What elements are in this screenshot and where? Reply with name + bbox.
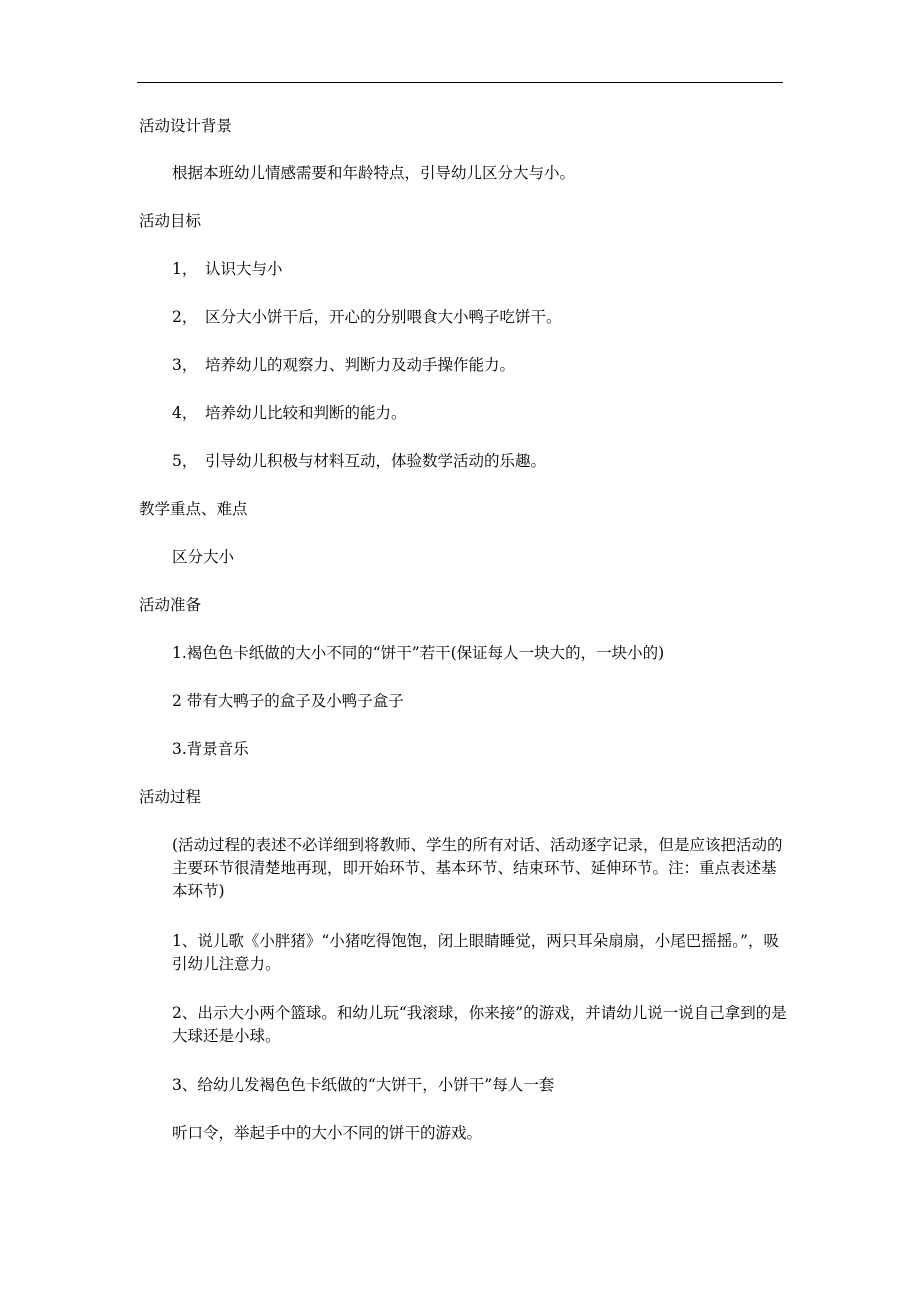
goal-text: 认识大与小	[205, 260, 283, 278]
goal-item	[172, 354, 822, 377]
goal-item	[172, 258, 822, 281]
prep-item: 2 带有大鸭子的盒子及小鸭子盒子	[172, 692, 404, 710]
background-text: 根据本班幼儿情感需要和年龄特点，引导幼儿区分大与小。	[172, 164, 576, 182]
section-title-process: 活动过程	[139, 788, 202, 806]
goal-number: 4，	[172, 404, 198, 422]
goal-number: 5，	[172, 452, 198, 470]
goal-text: 区分大小饼干后，开心的分别喂食大小鸭子吃饼干。	[205, 308, 562, 326]
key-points-text: 区分大小	[172, 548, 235, 566]
goal-number: 1，	[172, 260, 198, 278]
goal-item	[172, 306, 822, 329]
process-step	[139, 1002, 787, 1048]
process-step: 听口令，举起手中的大小不同的饼干的游戏。	[172, 1124, 483, 1142]
process-step: 3、给幼儿发褐色色卡纸做的“大饼干，小饼干”每人一套	[172, 1076, 555, 1094]
process-step	[139, 930, 787, 976]
goal-text: 培养幼儿比较和判断的能力。	[205, 404, 407, 422]
goal-number: 3，	[172, 356, 198, 374]
section-title-preparation: 活动准备	[139, 596, 202, 614]
prep-item: 1.褐色色卡纸做的大小不同的“饼干”若干(保证每人一块大的，一块小的)	[172, 644, 665, 662]
process-step-text: 1、说儿歌《小胖猪》“小猪吃得饱饱，闭上眼睛睡觉，两只耳朵扇扇，小尾巴摇摇。”，吸引幼儿注意力。	[172, 932, 779, 973]
process-note	[139, 834, 787, 903]
goal-number: 2，	[172, 308, 198, 326]
process-note-text: (活动过程的表述不必详细到将教师、学生的所有对话、活动逐字记录，但是应该把活动的主要环节很清楚地再现，即开始环节、基本环节、结束环节、延伸环节。注：重点表述基本环节)	[172, 836, 783, 900]
section-title-key-points: 教学重点、难点	[139, 500, 248, 518]
goal-text: 引导幼儿积极与材料互动，体验数学活动的乐趣。	[205, 452, 547, 470]
prep-item: 3.背景音乐	[172, 740, 249, 758]
goal-item	[172, 450, 822, 473]
header-rule	[137, 82, 783, 83]
section-title-goals: 活动目标	[139, 212, 202, 230]
goal-item	[172, 402, 822, 425]
process-step-text: 2、出示大小两个篮球。和幼儿玩“我滚球，你来接”的游戏，并请幼儿说一说自己拿到的是大球还是小球。	[172, 1004, 787, 1045]
goal-text: 培养幼儿的观察力、判断力及动手操作能力。	[205, 356, 516, 374]
section-title-background: 活动设计背景	[139, 117, 233, 135]
